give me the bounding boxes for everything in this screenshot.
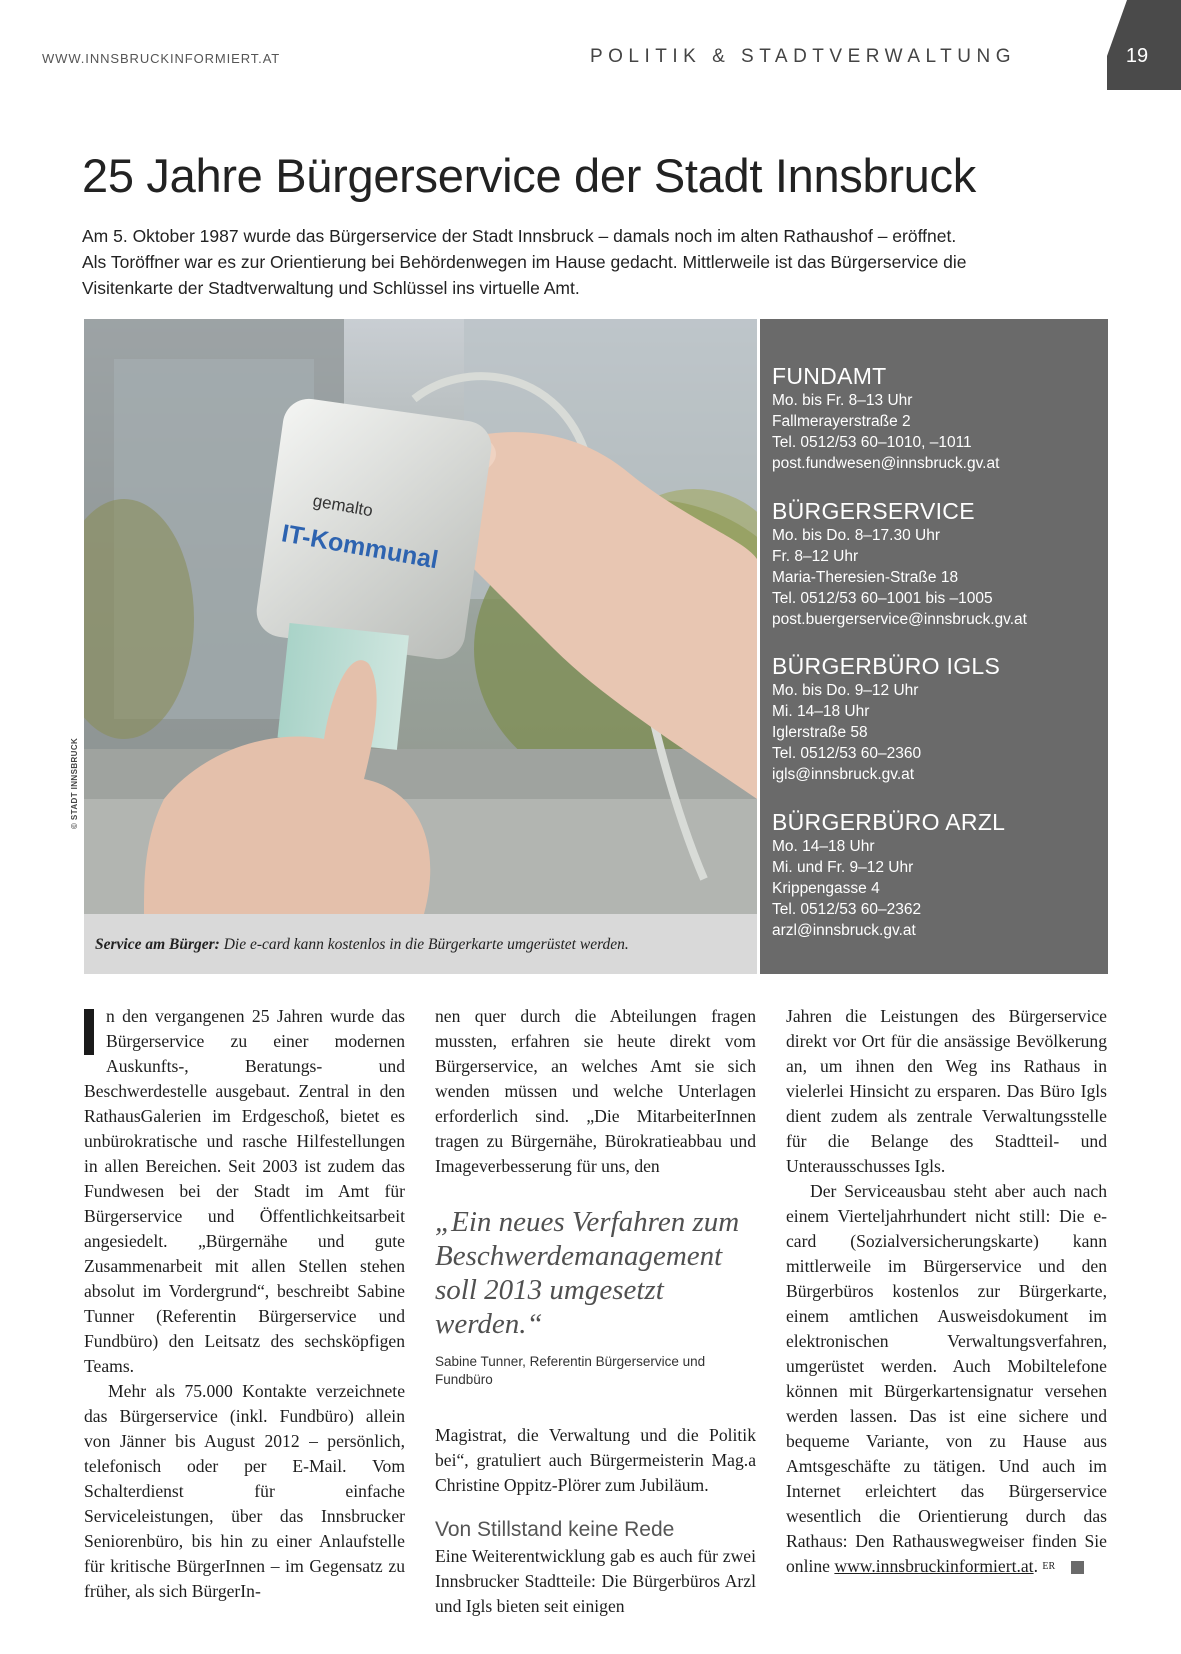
article-lead [82, 223, 1102, 301]
info-title: BÜRGERBÜRO ARZL [772, 809, 1006, 835]
info-line: Mo. bis Fr. 8–13 Uhr [772, 392, 913, 409]
body-paragraph [786, 1179, 1107, 1579]
info-line: Tel. 0512/53 60–1010, –1011 [772, 434, 972, 451]
info-line: Mo. bis Do. 8–17.30 Uhr [772, 527, 941, 544]
photo-caption [95, 936, 629, 954]
body-paragraph: Eine Weiterentwicklung gab es auch für zwei Innsbrucker Stadtteile: Die Bürgerbüros Arzl und Igls bieten seit einigen [435, 1546, 756, 1616]
body-paragraph: Mehr als 75.000 Kontakte verzeichnete das Bürgerservice (inkl. Fundbüro) allein von Jänner bis August 2012 – persönlich, telefonisch oder per E-Mail. Vom Schalterdienst für einfache Serviceleistungen, über das Innsbrucker Seniorenbüro, bis hin zu einer Anlaufstelle für kritische BürgerInnen – im Gegensatz zu früher, als sich BürgerIn- [84, 1381, 405, 1601]
info-line: Mo. 14–18 Uhr [772, 838, 875, 855]
body-paragraph: Jahren die Leistungen des Bürgerservice direkt vor Ort für die ansässige Bevölkerung an, um ihnen den Weg ins Rathaus in vielerlei Hinsicht zu ersparen. Das Büro Igls dient zudem als zentrale Verwaltungsstelle für die Belange des Stadtteil- und Unterausschusses Igls. [786, 1006, 1107, 1176]
end-period: . [1033, 1556, 1038, 1576]
lead-line: Am 5. Oktober 1987 wurde das Bürgerservice der Stadt Innsbruck – damals noch im alten Rathaushof – eröffnet. [82, 226, 957, 246]
section-title: POLITIK & STADTVERWALTUNG [589, 46, 1016, 67]
device-label: IT-Kommunal [279, 519, 441, 575]
body-column-1 [84, 1004, 405, 1604]
body-paragraph: nen quer durch die Abteilungen fragen mussten, erfahren sie heute direkt vom Bürgerservice, an welches Amt sie sich wenden müssen und welche Unterlagen erforderlich sind. „Die MitarbeiterInnen tragen zu Bürgernähe, Bürokratieabbau und Imageverbesserung für uns, den [435, 1006, 756, 1176]
info-line: Mi. und Fr. 9–12 Uhr [772, 859, 914, 876]
info-line: Mo. bis Do. 9–12 Uhr [772, 682, 919, 699]
site-url: WWW.INNSBRUCKINFORMIERT.AT [42, 51, 281, 66]
body-paragraph: Magistrat, die Verwaltung und die Politik bei“, gratuliert auch Bürgermeisterin Mag.a Christine Oppitz-Plörer zum Jubiläum. [435, 1425, 756, 1495]
page-number: 19 [1125, 45, 1149, 67]
info-email[interactable]: post.fundwesen@innsbruck.gv.at [772, 455, 1000, 472]
article-title: 25 Jahre Bürgerservice der Stadt Innsbruck [82, 149, 976, 202]
info-section-fundamt [772, 362, 999, 474]
info-line: Fr. 8–12 Uhr [772, 548, 859, 565]
body-text: Der Serviceausbau steht aber auch nach einem Vierteljahrhundert nicht still: Die e-card (Sozialversicherungskarte) kann mittlerweile im Bürgerservice und den Bürgerbüros kostenlos zur Bürgerkarte, einem amtlichen Ausweisdokument im elektronischen Verwaltungsverfahren, umgerüstet werden. Auch Mobiltelefone können mit Bürgerkartensignatur versehen werden lassen. Das ist eine sichere und bequeme Variante, von zu Hause aus Amtsgeschäfte zu tätigen. Und auch im Internet erleichtert das Bürgerservice wesentlich die Orientierung durch das Rathaus: Den Rathauswegweiser finden Sie online [786, 1181, 1107, 1576]
article-photo [84, 319, 757, 914]
info-title: FUNDAMT [772, 363, 887, 389]
photo-credit: © STADT INNSBRUCK [70, 737, 79, 829]
info-box [760, 319, 1108, 974]
info-line: Fallmerayerstraße 2 [772, 413, 911, 430]
body-paragraph: n den vergangenen 25 Jahren wurde das Bürgerservice zu einer modernen Auskunfts-, Beratungs- und Beschwerdestelle ausgebaut. Zentral in den RathausGalerien im Erdgeschoß, bietet es unbürokratische und rasche Hilfestellungen in allen Bereichen. Seit 2003 ist zudem das Fundwesen bei der Stadt im Amt für Bürgerservice und Öffentlichkeitsarbeit angesiedelt. „Bürgernähe und gute Zusammenarbeit mit allen Stellen stehen absolut im Vordergrund“, beschreibt Sabine Tunner (Referentin Bürgerservice und Fundbüro) den Leitsatz des sechsköpfigen Teams. [84, 1006, 405, 1376]
lead-line: Als Toröffner war es zur Orientierung bei Behördenwegen im Hause gedacht. Mittlerweile ist das Bürgerservice die [82, 252, 967, 272]
pull-quote-source: Sabine Tunner, Referentin Bürgerservice und Fundbüro [435, 1354, 706, 1387]
info-email[interactable]: igls@innsbruck.gv.at [772, 766, 915, 783]
page-number-tab [1107, 0, 1181, 90]
photo-illustration [84, 319, 757, 914]
info-line: Tel. 0512/53 60–2360 [772, 745, 922, 762]
info-line: Tel. 0512/53 60–1001 bis –1005 [772, 590, 993, 607]
drop-cap-marker [84, 1009, 94, 1055]
caption-bold: Service am Bürger: [95, 936, 220, 953]
info-title: BÜRGERBÜRO IGLS [772, 653, 1001, 679]
caption-text: Die e-card kann kostenlos in die Bürgerkarte umgerüstet werden. [223, 936, 629, 953]
info-line: Mi. 14–18 Uhr [772, 703, 870, 720]
info-email[interactable]: post.buergerservice@innsbruck.gv.at [772, 611, 1027, 628]
lead-line: Visitenkarte der Stadtverwaltung und Schlüssel ins virtuelle Amt. [82, 278, 580, 298]
device-brand: gemalto [311, 491, 375, 521]
info-line: Iglerstraße 58 [772, 724, 868, 741]
info-line: Krippengasse 4 [772, 880, 880, 897]
subheading: Von Stillstand keine Rede [435, 1518, 675, 1541]
body-column-3 [786, 1004, 1107, 1579]
info-line: Tel. 0512/53 60–2362 [772, 901, 922, 918]
info-section-igls [772, 652, 1000, 785]
info-section-buergerservice [772, 497, 1027, 630]
info-line: Maria-Theresien-Straße 18 [772, 569, 959, 586]
author-signature: ER [1042, 1561, 1056, 1572]
body-column-2 [435, 1004, 756, 1619]
info-title: BÜRGERSERVICE [772, 498, 975, 524]
website-link[interactable]: www.innsbruckinformiert.at [834, 1556, 1034, 1576]
end-mark [1071, 1561, 1084, 1574]
pull-quote: „Ein neues Verfahren zum Beschwerdemanagement soll 2013 umgesetzt werden.“ [435, 1206, 740, 1340]
info-email[interactable]: arzl@innsbruck.gv.at [772, 922, 916, 939]
info-section-arzl [772, 808, 1005, 941]
